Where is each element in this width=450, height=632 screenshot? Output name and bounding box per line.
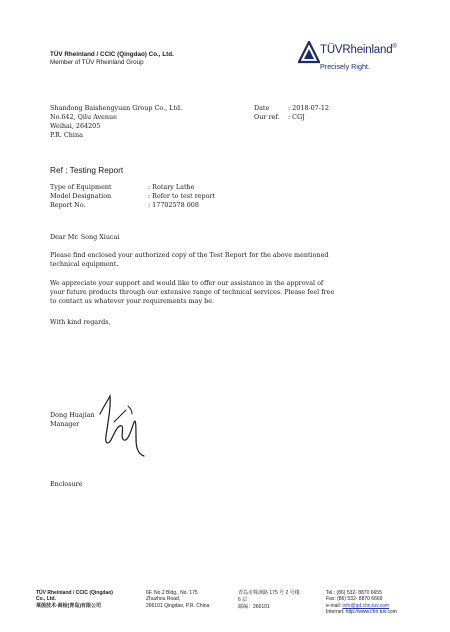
date-value: : 2018-07-12: [288, 104, 330, 112]
footer-address-line-1: 6F, No.2 Bldg., No. 175: [146, 590, 198, 596]
our-ref-value: : CGJ: [288, 113, 305, 121]
equipment-type-value: : Rotary Lathe: [148, 183, 195, 191]
signature-icon: [78, 392, 158, 462]
footer-company-line-1: TÜV Rheinland / CCIC (Qingdao): [36, 590, 113, 596]
signer-title: Manager: [50, 420, 80, 428]
paragraph-2-line-3: to contact us whatever your requirements may be.: [50, 297, 215, 305]
footer-company-line-3: 莱茵技术-商检(青岛)有限公司: [36, 603, 101, 609]
footer-tel: Tel.: (86) 532- 8870 6655: [326, 590, 382, 596]
our-ref-label: Our ref.: [254, 113, 280, 121]
footer-address-line-2: Zhuzhou Road,: [146, 596, 181, 602]
recipient-line-4: P.R. China: [50, 131, 83, 139]
date-label: Date: [254, 104, 270, 112]
report-no-value: : 17702578 008: [148, 201, 199, 209]
footer-company-line-2: Co., Ltd.: [36, 596, 56, 602]
logo-brand-name: [320, 44, 397, 56]
enclosure-label: Enclosure: [50, 480, 83, 488]
footer-address-line-3: 266101 Qingdao, P.R. China: [146, 603, 210, 609]
company-member-line: Member of TÜV Rheinland Group: [50, 59, 144, 66]
salutation: Dear Mr. Song Xiucai: [50, 233, 120, 241]
signer-name: Dong Huajian: [50, 411, 95, 419]
footer-internet[interactable]: Internet: http://www.chn.tuv.com: [326, 609, 397, 615]
logo-slogan: Precisely Right.: [320, 62, 370, 71]
recipient-line-1: Shandong Baishengyuan Group Co., Ltd.: [50, 104, 183, 112]
logo-registered-mark: ®: [392, 44, 397, 51]
closing: With kind regards,: [50, 318, 111, 326]
model-designation-value: : Refer to test report: [148, 192, 216, 200]
recipient-line-2: No.642, Qilu Avenue: [50, 113, 117, 121]
report-no-label: Report No.: [50, 201, 86, 209]
company-name: TÜV Rheinland / CCIC (Qingdao) Co., Ltd.: [50, 51, 174, 58]
ref-title: Ref : Testing Report: [50, 165, 124, 175]
paragraph-1-line-2: technical equipment.: [50, 260, 119, 268]
logo-brand-text: TÜVRheinland: [320, 44, 393, 56]
tuv-triangle-logo-icon: [298, 41, 320, 65]
paragraph-1-line-1: Please find enclosed your authorized copy of the Test Report for the above mentioned: [50, 251, 329, 259]
footer-email-link[interactable]: info@qd.chn.tuv.com: [342, 603, 390, 609]
footer-email-label: e-mail:: [326, 603, 343, 609]
model-designation-label: Model Designation: [50, 192, 112, 200]
footer-cn-address-line-2: 6 层: [238, 597, 248, 603]
recipient-line-3: Weihai, 264205: [50, 122, 101, 130]
footer-cn-address-line-3: 邮编：266101: [238, 604, 270, 610]
footer-cn-address-line-1: 青岛市株洲路 175 号 2 号楼: [238, 590, 300, 596]
footer-fax: Fax: (86) 532- 8870 6669: [326, 596, 383, 602]
paragraph-2-line-1: We appreciate your support and would like to offer our assistance in the approval of: [50, 279, 324, 287]
paragraph-2-line-2: your future products through our extensive range of technical services. Please feel free: [50, 288, 335, 296]
equipment-type-label: Type of Equipment: [50, 183, 112, 191]
